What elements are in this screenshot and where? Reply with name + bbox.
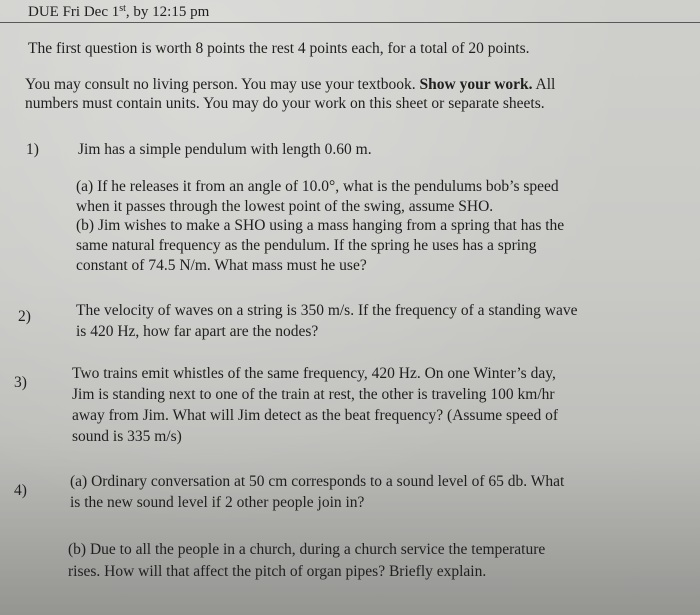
question-text: rises. How will that affect the pitch of organ pipes? Briefly explain. [68, 563, 487, 580]
question-text: Two trains emit whistles of the same frequency, 420 Hz. On one Winter’s day, [72, 365, 556, 382]
question-text: (a) If he releases it from an angle of 10.0°, what is the pendulums bob’s speed [76, 178, 559, 195]
question-text: away from Jim. What will Jim detect as the beat frequency? (Assume speed of [72, 407, 559, 424]
question-number: 2) [18, 308, 31, 325]
question-text: same natural frequency as the pendulum. If the spring he uses has a spring [76, 237, 537, 254]
due-suffix: , by 12:15 pm [125, 4, 210, 20]
rules-text-a: You may consult no living person. You may use your textbook. [25, 76, 420, 93]
question-text: (b) Jim wishes to make a SHO using a mass hanging from a spring that has the [76, 217, 565, 234]
header-rule [0, 22, 700, 23]
question-text: Jim has a simple pendulum with length 0.60 m. [78, 141, 372, 158]
question-number: 3) [14, 374, 27, 391]
question-text: The velocity of waves on a string is 350 m/s. If the frequency of a standing wave [76, 302, 578, 319]
question-text: is 420 Hz, how far apart are the nodes? [76, 323, 319, 340]
question-text: (b) Due to all the people in a church, during a church service the temperature [68, 541, 546, 558]
due-sup: st [119, 3, 126, 14]
question-text: when it passes through the lowest point of the swing, assume SHO. [76, 198, 494, 215]
points-statement: The first question is worth 8 points the rest 4 points each, for a total of 20 points. [28, 40, 530, 57]
question-text: Jim is standing next to one of the train at rest, the other is traveling 100 km/hr [72, 386, 555, 403]
rules-text-b: All [532, 76, 556, 93]
question-number: 1) [26, 141, 39, 158]
show-work-bold: Show your work. [419, 76, 533, 93]
question-number: 4) [14, 482, 27, 499]
question-text: sound is 335 m/s) [72, 428, 182, 445]
question-text: is the new sound level if 2 other people join in? [70, 494, 365, 511]
rules-line-2: numbers must contain units. You may do your work on this sheet or separate sheets. [25, 95, 545, 112]
question-text: constant of 74.5 N/m. What mass must he use? [76, 257, 367, 274]
due-date [28, 3, 209, 21]
rules-line-1 [25, 76, 555, 94]
due-prefix: DUE Fri Dec 1 [28, 4, 120, 20]
question-text: (a) Ordinary conversation at 50 cm corresponds to a sound level of 65 db. What [70, 473, 565, 490]
